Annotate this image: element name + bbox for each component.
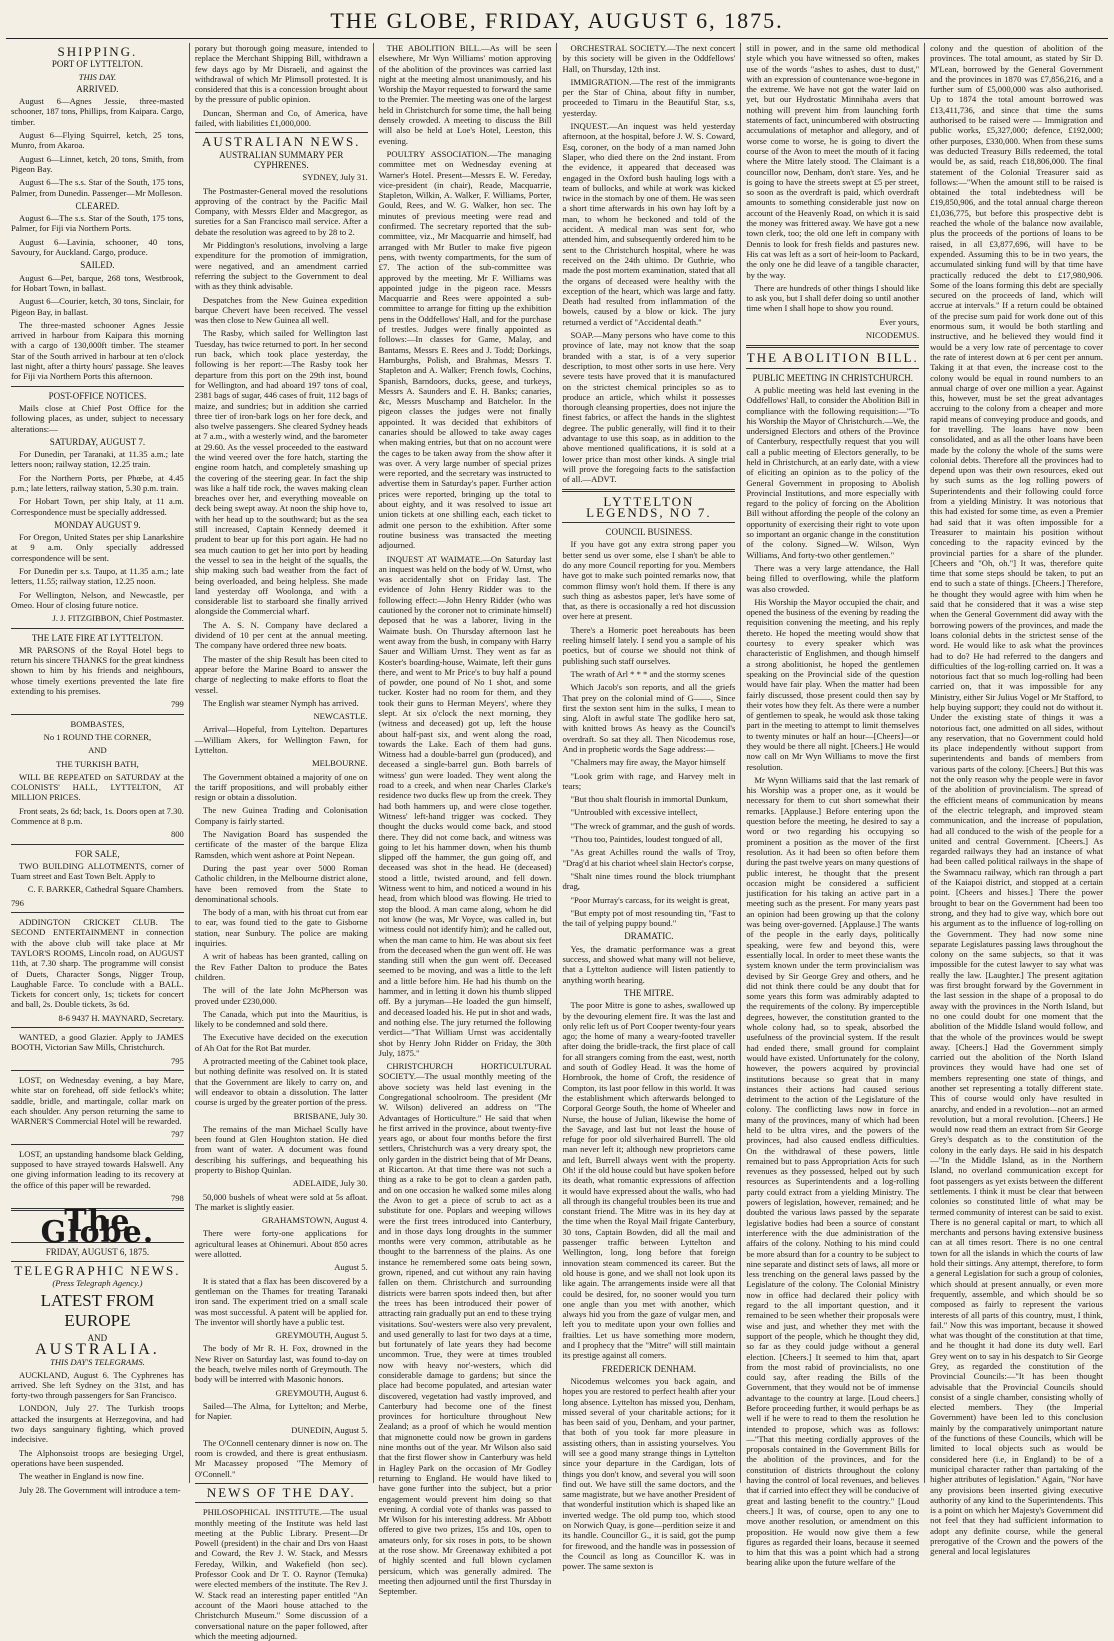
for-sale-notice: TWO BUILDING ALLOTMENTS, corner of Tuam street and East Town Belt. Apply to — [11, 860, 184, 882]
australian-news-heading: AUSTRALIAN NEWS. — [202, 134, 361, 150]
article-paragraph: The Postmaster-General moved the resolutions approving of the contract by the Pacific Mail Company, with Messrs Elder and Macgregor, as sureties for a San Francisco mail service. After a debate the resolution was agreed to by 28 to 2. — [194, 185, 368, 237]
divider — [11, 1070, 184, 1071]
poem-line: "Look grim with rage, and Harvey melt in tears; — [562, 770, 736, 791]
poem-line: "But empty pot of most resounding tin, "Fast to the tail of yelping puppy bound." — [562, 907, 736, 929]
divider — [11, 714, 184, 715]
arrival-entry: August 6—Flying Squirrel, ketch, 25 tons, Munro, from Akaroa. — [11, 130, 184, 151]
denham-subhead: FREDERICK DENHAM. — [601, 1363, 696, 1374]
article-paragraph: The remains of the man Michael Scully have been found at Glen Houghton station. He died from want of water. A document was found describing his sufferings, and bequeathing his property to Bishop Quinlan. — [194, 1123, 368, 1175]
telegram: AUCKLAND, August 6. The Cyphrenes has arrived. She left Sydney on the 31st, and has forty-two through passengers for San Francisco. — [11, 1369, 184, 1401]
divider — [11, 844, 184, 845]
lost-mare-notice: LOST, on Wednesday evening, a bay Mare, white star on forehead, off side fetlock's white; saddle, bridle, and martingale, collar mark on each shoulder. Any person returning the same to WARNER'S Commercial Hotel will be rewarded. — [11, 1074, 184, 1127]
column-3 — [374, 43, 558, 1597]
cleared-label: CLEARED. — [75, 200, 120, 211]
article-paragraph: SOAP.—Many persons who have come to this province of late, may not know that the soap branded with a star, is of a very superior description, to most other sorts in use here. Very severe tests have proved that it is manufactured on the strictest chemical principles so as to produce an article, which whilst it possesses thorough cleansing properties, does not injure the finest fabrics, or affect the hands in the slightest degree. The public generally, will find it to their advantage to use this soap, as in addition to the above mentioned qualifications, it is sold at a lower price than most other kinds. A single trial will prove the foregoing facts to the satisfaction of all.—ADVT. — [562, 330, 736, 485]
article-paragraph: still in power, and in the same old methodical style which you have witnessed so often, makes use of the words "ashes to ashes, dust to dust," with an expression of countenance woe-begone in the extreme. We have not got the water laid on yet, but our Hydrostatic Minnihaha avers that nothing will prevent him from launching forth statements of fact, unincumbered with obstructing accumulations of metaphor and allegory, and of worse come to worse, he is going to divert the course of the Avon to meet the mouth of it facing where the Mitre lately stood. The Claimant is a councillor now, Denham, don't stare. Yes, and he is going to have the streets swept at £5 per street, so soon as the overdraft is paid, which overdraft amounts to something considerable just now on account of the Heavenly Road, on which it is said the money was frittered away. We have got a new town clerk, too; the old one left in company with Dennis to look for fresh fields and pastures new. His cat was left as a sort of heir-loom to Packard, the only one he did leave of a tangible character, by the way. — [746, 43, 920, 280]
ad-number: 799 — [170, 699, 184, 710]
fire-notice: MR PARSONS of the Royal Hotel begs to return his sincere THANKS for the great kindness shown to him by his friends and neighbours, whose timely exertions prevented the late fire extending to his premises. — [11, 644, 184, 697]
dateline: DUNEDIN, August 5. — [291, 1424, 368, 1435]
post-entry: For Wellington, Nelson, and Newcastle, per Omeo. Hour of closing future notice. — [11, 589, 184, 610]
article-paragraph: Yes, the dramatic performance was a great success, and showed what many will not believe, that a Lyttelton audience will listen patiently to anything worth hearing. — [562, 943, 736, 985]
sailed-label: SAILED. — [80, 260, 115, 271]
ad-number: 795 — [170, 1055, 184, 1066]
poem-line: "As great Achilles round the walls of Troy, "Drag'd at his chariot wheel slain Hector's corpse, — [562, 847, 736, 868]
divider — [562, 522, 735, 523]
telegrams-label: THIS DAY'S TELEGRAMS. — [50, 1357, 145, 1368]
sailed-entry: August 6—Courier, ketch, 30 tons, Sinclair, for Pigeon Bay, in ballast. — [11, 296, 184, 317]
post-entry: For Oregon, United States per ship Lanarkshire at 9 a.m. Only specially addressed correspondence will be sent. — [11, 532, 184, 563]
poem-line: "Poor Murray's carcass, for its weight is great, — [570, 894, 730, 905]
divider — [195, 1483, 368, 1484]
article-paragraph: It is stated that a flax has been discovered by a gentleman on the Thames for treating Taranaki iron sand. The experiment tried on a small scale was most successful. A patent will be applied for. The inventor will shortly have a public test. — [194, 1275, 368, 1327]
lost-gelding-notice: LOST, an upstanding handsome black Gelding, supposed to have strayed towards Halswell. Any one giving information leading to its recovery at the office of this paper will be rewarded. — [11, 1148, 184, 1190]
arrival-entry: August 6—Agnes Jessie, three-masted schooner, 187 tons, Phillips, from Kaipara. Cargo, timber. — [11, 96, 184, 127]
bombastes-notice: WILL BE REPEATED on SATURDAY at the COLONISTS' HALL, LYTTELTON, AT MILLION PRICES. — [11, 771, 184, 803]
article-paragraph: A public meeting was held last evening in the Oddfellows' Hall, to consider the Abolition Bill in compliance with the following requisition:—"To his Worship the Mayor of Christchurch.—We, the undersigned Electors and others of the Province of Canterbury, respectfully request that you will call a public meeting of Electors generally, to be held in Christchurch, at an early date, with a view of eliciting an opinion as to the policy of the General Government in proposing to Abolish Provincial Institutions, and more especially with regard to the policy of forcing on the Abolition Bill without affording the people of the colony an opportunity of exercising their right to vote upon so important an organic change in the constitution of the colony. Signed—W. Wilson, Wyn Williams, And forty-two other gentlemen." — [746, 384, 920, 560]
bombastes-line: AND — [88, 745, 107, 756]
dateline: SYDNEY, July 31. — [302, 172, 368, 183]
telegram: LONDON, July 27. The Turkish troops attacked the insurgents at Herzegovina, and had two days sanguinary fighting, which proved indecisive. — [11, 1403, 184, 1445]
post-intro: Mails close at Chief Post Office for the following places, as under, subject to necessary alterations:— — [11, 402, 184, 434]
public-meeting-subhead: PUBLIC MEETING IN CHRISTCHURCH. — [752, 372, 913, 383]
dateline: GREYMOUTH, August 6. — [275, 1387, 368, 1398]
cricket-signature: 8-6 9437 H. MAYNARD, Secretary. — [58, 1012, 184, 1023]
divider — [746, 368, 919, 369]
article-paragraph: porary but thorough going measure, intended to replace the Merchant Shipping Bill, withdrawn a few days ago by Mr Disraeli, and against the withdrawal of which Mr Plimsoll protested. It is considered that this is a concession brought about by the pressure of public opinion. — [194, 43, 368, 105]
cleared-entry: August 6—The s.s. Star of the South, 175 tons, Palmer, for Fiji via Northern Ports. — [11, 213, 184, 234]
article-paragraph: There are hundreds of other things I should like to ask you, but I shall defer doing so until another time when I shall hope to show you round. — [746, 282, 920, 314]
divider — [11, 1261, 184, 1262]
column-1 — [6, 43, 190, 1495]
article-paragraph: colony and the question of abolition of the provinces. The total amount, as stated by Sir D. M'Lean, borrowed by the General Government and the provinces in 1870 was £7,856,216, and a further sum of £5,000,000 was also authorised. Up to 1874 the total amount borrowed was £13,411,736, and since that time the sums authorised to be raised were — Immigration and public works, £5,327,000; defence, £192,000; other purposes, £330,000. When from these sums was deducted Treasury Bills redeemed, the total would be, as said, reach £18,806,000. The final statement of the Colonial Treasurer said as follows:—"When the amount still to be raised is obtained the total indebtedness will be £19,850,906, and the total annual charge thereon £1,036,775, but before this prospective debt is reached the whole of the balance now available, plus the proceeds of the portions of loans to be raised, in all £3,877,696, will have to be expended. Assuming this to be in two years, the accumulated sinking fund will by that time have practically reduced the debt to £17,980,906. Some of the loans forming this debt are specially secured on the proceeds of land, which will accrue at intervals." If a return could be obtained of the precise sum paid for work done out of this enormous sum, it would be both startling and instructive, and he believed they would find it would be a very low rate of percentage to cover the rate of interest down at 6 per cent per annum. Taking it at that even, the increase cost to the colony would be equal in round numbers to an annual charge of over one million a year. Against this, however, must be set the great advantages accruing to the colony from a cheaper and more rapid means of conveying produce and goods, and for travelling. The loans have now been consolidated, and as all the other loans have been made by the colony the whole of the sums were colonial debts. Therefore all the provinces had to depend upon was their own resources, eked out by such sums as the log rolling powers of Superintendents and their following could force from a yielding Ministry. It was notorious that this had existed for some time, as even a Premier had said that it was often impossible for a Treasurer to maintain his position without conceding to the rapacity evinced by the provincial parties for a share of the plunder. [Cheers and "Oh, oh."] It was, therefore quite time that some steps should be taken, to put an end to such a state of things. [Cheers.] Therefore, he thought they would agree with him when he said that he considered that it was a wise step when the General Government did away with the borrowing powers of the provinces, and made the loans colonial debts in the strictest sense of the word. He would like to ask what the provinces had to do? He had referred to the dangers and difficulties of the log-rolling carried on. It was a notorious fact that so much log-rolling had been carried on, that it was impossible for any Ministry, either Sir Julius Vogel or Mr Stafford, to help buying support; they could not do without it. Under the existing state of things it was a notorious fact, one admitted on all sides, without any reservation, that no Government could hold its place independently without support from superintendents and bands of members from various parts of the colony. [Cheers.] But this was not the only reason why the people were in favor of the abolition of provincialism. The spread of the efficient means of communication by means of the electric telegraph, and improved steam communication, and the increase of population, had all conduced to the wish of the people for a united and central Government. [Cheers.] As regarded railways they had an instance of what had been called political railways in the shape of the Swamnacu railway, which ran through a part of the Kaiapoi district, and stopped at a certain point. [Cheers and hisses.] There the power brought to bear on the Government had been too strong, and they had to give way, which bore out his argument as to the influence of log-rolling on the Government. They had now some nine separate Legislatures passing laws throughout the colony on the same subjects, so that it was impossible for the cutest lawyer to say what was really the law. [Laughter.] The present agitation was first brought forward by the Government in the last session in the shape of a proposal to do away with the provinces in the North Island, but no one could doubt for one moment that the abolition of the Middle Island would follow, and that the whole of the provinces would be swept away. [Cheers.] Had the Government simply carried out the abolition of the North Island provinces they would have had one set of members representing one state of things, and another set representing a totally different state. This of course would only have resulted in anarchy, and ended in a revolution—not an armed revolution, but a moral revolution. [Cheers.] He would now read them an extract from Sir George Grey's despatch as to the constitution of the colony in the early days. He said in his despatch—"In the Middle Island, as in the Northern Island, no overland communication except for foot passengers as yet exists between the different settlements. I think it must be clear that between colonies so constituted little of what may be termed community of interest can be said to exist. There is no general capital or mart, to which all merchants and persons having extensive business can at all times resort. There is no one central town for all the islands in which the courts of law hold their sittings. Any attempt, therefore, to form a general Legislation for such a group of colonies, which should at present annually, or even more frequently, assemble, and which should be so composed as fairly to represent the various interests of all parts of this country, must, I think, fail." Now this was important, because it showed what was thought of the constitution at that time, and he thought it had done its duty well. Earl Grey went on to say in his despatch to Sir George Grey, as regarded the constitution of the Provincial Councils:—"It has been thought advisable that the Provincial Councils should consist of a single chamber, consisting wholly of elected members. They (the Imperial Government) have been led to this conclusion mainly by the comparatively unimportant nature of the functions of these Councils, which will be limited to local objects such as would be considered here (i.e, in England) to be of a municipal character rather than partaking of the higher attributes of legislation." Again, "Nor have any provisions been inserted giving executive authority of any kind to the Superintendents. This is a point on which her Majesty's Government did not feel that they had sufficient information to adopt any definite course, while the general prerogative of the Crown and the powers of the general and local legislatures — [930, 43, 1103, 1557]
shipping-note: The three-masted schooner Agnes Jessie arrived in harbour from Kaipara this morning with a cargo of 130,000ft timber. The steamer Star of the South arrived in harbour at ten o'clock last night, after a thirty hours' passage. She leaves for Fiji via Northern Ports this afternoon. — [11, 319, 184, 382]
ad-number: 798 — [170, 1192, 184, 1203]
article-paragraph: If you have got any extra strong paper you better send us over some, else I shan't be able to do any more Council reporting for you. Members have got to make such pointed remarks now, that common flimsy won't hold them. If there is any such thing as asbestos paper, let's have some of that, as there is occasionally a red hot discussion over here at present. — [562, 539, 736, 622]
article-paragraph: The O'Connell centenary dinner is now on. The room is crowded, and there is great enthusiasm. Mr Macassey proposed "The Memory of O'Connell." — [194, 1437, 368, 1479]
this-day-label: THIS DAY. — [78, 71, 117, 82]
article-paragraph: The Canada, which put into the Mauritius, is likely to be condemned and sold there. — [194, 1008, 368, 1030]
article-paragraph: The will of the late John McPherson was proved under £230,000. — [194, 985, 368, 1006]
poem-line: "Chalmers may fire away, the Mayor himself — [570, 757, 726, 768]
article-paragraph: There was a very large attendance, the Hall being filled to overflowing, while the platform was also crowded. — [746, 562, 920, 594]
article-paragraph: There were forty-one applications for agricultural leases at Ohinemuri. About 850 acres were allotted. — [194, 1228, 368, 1260]
telegraphic-heading: TELEGRAPHIC NEWS. — [14, 1263, 181, 1279]
cricket-notice: ADDINGTON CRICKET CLUB. The SECOND ENTERTAINMENT in connection with the above club will take place at Mr TAYLOR'S ROOMS, Lincoln road, on AUGUST 11th, at 7.30 sharp. The programme will consist of Duets, Character Songs, Nigger Troup, Laughable Farce. To conclude with a BALL. Tickets for concert only, 1s; tickets for concert and ball, 2s. Double tickets, 3s 6d. — [11, 917, 184, 1010]
column-5 — [741, 43, 925, 1568]
poem-line: "Untroubled with excessive intellect, — [570, 807, 698, 818]
article-paragraph: INQUEST.—An inquest was held yesterday afternoon, at the hospital, before J. W. S. Coward, Esq, coroner, on the body of a man named John Slaper, who died there on the 2nd instant. From the evidence, it appeared that deceased was engaged in the Oxford bush hauling logs with a team of bullocks, and while at work was kicked twice in the stomach by one of them. He was seen a short time afterwards in his own hay loft by a man, to whom he beckoned and told of the accident. A medical man was sent for, who attended him, and subsequently ordered him to be sent to the Christchurch hospital, where he was received on the 24th ultimo. Dr Guthrie, who made the post mortem examination, stated that all the organs of deceased were healthy with the exception of the heart, which was large and fatty. Death had resulted from inflammation of the bowels, caused by a blow or kick. The jury returned a verdict of "Accidental death." — [562, 121, 736, 327]
divider — [11, 386, 184, 387]
poem-line: The wrath of Arl * * * and the stormy scenes — [570, 668, 726, 679]
post-entry: For the Northern Ports, per Phœbe, at 4.45 p.m.; late letters, railway station, 5.30 p.m. train. — [11, 472, 184, 493]
article-paragraph: There's a Homeric poet hereabouts has been reeling himself lately. I send you a sample of his poetics, but of course we should not think of publishing such staff ourselves. — [562, 624, 736, 666]
article-paragraph: The Navigation Board has suspended the certificate of the master of the barque Eliza Ramsden, which went ashore at Point Nepean. — [194, 829, 368, 860]
dateline: MELBOURNE. — [312, 758, 368, 769]
divider — [195, 1502, 368, 1503]
article-paragraph: Duncan, Sherman and Co, of America, have failed, with liabilities £1,000,000. — [194, 107, 368, 129]
sailed-entry: August 6—Pet, barque, 268 tons, Westbrook, for Hobart Town, in ballast. — [11, 272, 184, 293]
poem-line: "Shalt nine times round the block triumphant drag, — [562, 870, 736, 892]
article-paragraph: The new Guinea Trading and Colonisation Company is fairly started. — [194, 805, 368, 826]
column-4 — [557, 43, 741, 1572]
telegram: The weather in England is now fine. — [19, 1471, 144, 1482]
latest-and: AND — [87, 1332, 108, 1343]
divider — [11, 1144, 184, 1145]
post-entry: For Dunedin, per Taranaki, at 11.35 a.m.; late letters noon; railway station, 12.25 train. — [11, 449, 184, 470]
bombastes-line: BOMBASTES, — [70, 718, 125, 729]
arrival-entry: August 6—The s.s. Star of the South, 175 tons, Palmer, from Dunedin. Passenger—Mr Molleson. — [11, 177, 184, 198]
dramatic-subhead: DRAMATIC. — [624, 931, 674, 942]
shipping-heading: SHIPPING. — [57, 44, 138, 59]
column-2 — [190, 43, 374, 1641]
divider — [11, 628, 184, 629]
dateline: ADELAIDE, July 30. — [292, 1178, 368, 1189]
columns — [6, 43, 1108, 1641]
article-paragraph: A writ of habeas has been granted, calling on the Rev Father Dalton to produce the Bates children. — [194, 951, 368, 982]
cleared-entry: August 6—Lavinia, schooner, 40 tons, Savoury, for Auckland. Cargo, produce. — [11, 236, 184, 258]
article-paragraph: A protracted meeting of the Cabinet took place, but nothing definite was resolved on. It is stated that the Government are likely to carry on, and will endeavor to obtain a dissolution. The latter course is urged by the greater portion of the press. — [194, 1056, 368, 1108]
article-paragraph: 50,000 bushels of wheat were sold at 5s afloat. The market is slightly easier. — [194, 1191, 368, 1212]
council-business-subhead: COUNCIL BUSINESS. — [605, 527, 693, 538]
dateline: August 5. — [334, 1262, 368, 1273]
mitre-subhead: THE MITRE. — [623, 987, 674, 998]
article-paragraph: Despatches from the New Guinea expedition barque Chevert have been received. The vessel was then close to New Guinea all well. — [194, 294, 368, 326]
glazier-notice: WANTED, a good Glazier. Apply to JAMES BOOTH, Victorian Saw Mills, Christchurch. — [11, 1032, 184, 1053]
article-paragraph: The body of a man, with his throat cut from ear to ear, was found tied to the gate to Gisborne station, near Sunbury. The police are making inquiries. — [194, 907, 368, 949]
agency-label: (Press Telegraph Agency.) — [52, 1278, 143, 1289]
article-paragraph: Mr Wynn Williams said that the last remark of his Worship was a proper one, as it would be necessary for them to cut short somewhat their remarks. [Applause.] Before entering upon the question before the meeting, he desired to say a word or two regarding his occupying so prominent a position as the mover of the first resolution. As it had been so often before them during the past twelve years on many questions of public interest, he thought that the present occasion might be considered a sufficient justification for his taking an active part in a meeting such as the present. For many years past an opinion had been growing up that the colony was being over-governed. [Applause.] The wants of the people in the early days, politically speaking, were few and beyond this, were essentially local. In order to meet these wants the system known under the term provincialism was devised by Sir George Grey and others, and he did not think there could be any doubt that for some years this form was admirably adapted to the requirements of the colony. By imperceptible degrees, however, the constitution granted to the whole colony had, so to speak, absorbed the usefulness of the provincial system. If the result had ended there, small ground for complaint would have existed. Unfortunately for the colony, however, the powers acquired by provincial institutions because so great that in many instances their actions had caused serious detriment to the action of the Legislature of the colony. The conflicting laws now in force in many of the provinces, many of which had been held to be ultra vires, and the powers of the provinces, had also caused endless difficulties. On the withdrawal of these powers, little remained but to pass Appropriation Acts for such revenues as they possessed, helped out by such resources as Superintendents and a log-rolling party could extract from a yielding Ministry. The powers of legislation, however, remained; and he doubted the various laws passed by the separate legislative bodies had been a source of constant interference with the due administration of the affairs of the colony. Nothing to his mind could be more absurd than for a country to be subject to nine separate and distinct sets of laws, all more or less trenching on the general laws passed by the Legislature of the colony. The Colonial Ministry now in office had declared their policy with regard to the all important question, and it remained to be seen whether their proposals were wise and just, and whether they met with the support of the people, which he thought they did, so far as they could judge without a general election. [Cheers.] It seemed to him that, apart from the most rabid of provincialists, no one could say, after reading the Bills of the Government, that they would not be of immense advantage to the country at large. [Loud cheers.] Before proceeding further, it would perhaps be as well if he were to read to them the resolution he intended to propose, which was as follows:—"That this meeting cordially approves of the proposals contained in the Government Bills for the abolition of the provinces, and for the constitution of districts throughout the colony having the control of local revenues, and believes that if carried into effect they will be conducive of great and lasting benefit to the country." [Loud cheers.] It was, of course, open to any one to move another resolution, or amendment on this proposition. He would now give them a few figures as regarded their loans, because it seemed to him that this was a point which had a strong bearing alike upon the future welfare of the — [746, 774, 920, 1568]
news-of-the-day-heading: NEWS OF THE DAY. — [206, 1485, 356, 1500]
article-paragraph: IMMIGRATION.—The rest of the immigrants per the Star of China, about fifty in number, proceeded to Timaru in the Beautiful Star, s.s, yesterday. — [562, 76, 736, 118]
divider — [11, 912, 184, 913]
article-paragraph: INQUEST AT WAIMATE.—On Saturday last an inquest was held on the body of W. Urnst, who was accidentally shot on Friday last. The evidence of John Henry Ridder was to the following effect:—John Henry Ridder (who was cautioned by the coroner not to criminate himself) deposed that he was a laborer, living in the Waimate bush. On Thursday afternoon last he went away from the bush, in company with Harry Sauer and William Urnst. They went as far as Koster's boarding-house, Waimate, left their guns there, and went to Mr Price's to buy half a pound of powder, one pound of No 1 shot, and some tucker. Koster had no room for them, and they took their guns to Herman Meyers', where they slept. At six o'clock the next morning, they (witness and deceased) got up, left the house about half-past six, and went along the road, towards the Lake. Each of them had guns. Witness had a double-barrel gun (produced), and deceased a single-barrel gun. Both barrels of witness' gun were loaded. They went along the road to a creek, and when near Charles Clarke's residence two ducks flew up from the creek. They had both hammers up, and were close together. Witness' left-hand trigger was cocked. They thought the ducks would come back, and stood there. They did not come back, and witness was going to let his hammer down, when his thumb slipped off the hammer, the gun going off, and deceased was shot in the head. He (deceased) stood a little, twisted around, and fell down. Witness went to him, and noticed a wound in his head, from which blood was flowing. He tried to stop the blood. A man came along, whom he did not know (he was, Mr Voyce, was called in, but witness could not identify him); and he called out, when the man came to him. He was about six feet from the deceased when the gun went off. He was standing still when the gun went off. Deceased seemed to be moving, and was a little to the left and a little before him. He had his thumb on the hammer, and in letting it down his thumb slipped off. By a juryman—He loaded the gun himself, and deceased loaded his. He put in shot and wads, and nothing else. The jury returned the following verdict—"That William Urnst was accidentally shot by Henry John Ridder on Friday, the 30th July, 1875." — [378, 553, 552, 1058]
signature: NICODEMUS. — [865, 330, 920, 341]
dateline: GRAHAMSTOWN, August 4. — [261, 1215, 368, 1226]
article-paragraph: Sailed—The Alma, for Lyttelton; and Merbe, for Napier. — [194, 1400, 368, 1422]
article-paragraph: Mr Piddington's resolutions, involving a large expenditure for the promotion of immigration, were negatived, and an amendment carried referring the subject to the Government to deal with as they think advisable. — [194, 240, 368, 292]
article-paragraph: The Rasby, which sailed for Wellington last Tuesday, has twice returned to port. In her second run back, which took place yesterday, the following is her report:—The Rasby took her departure from this port on the 29th inst, bound for Wellington, and had aboard 197 tons of coal, 2381 bags of sugar, 446 cases of fruit, 112 bags of maize, and sundries; but in addition she carried three tier of iron-bark logs on her fore deck, and also twelve passengers. She cleared Sydney heads at 7 a.m., with a westerly wind, and the barometer at 29.60. As the vessel proceeded to the eastward the wind veered over the fore hatch, starting the engine room hatch, and completely smashing up the covering of the steering gear. In fact the ship was like a half tide rock, the waves making clean breaches over her, and everything moveable on deck being swept away. At noon the ship hove to, with her head up to the southward; but as the sea still increased, Captain Kennedy deemed it prudent to bear up for this port again. He had no sea much caution to get her into port by heading the vessel to sea in the height of the squalls, the ship making such bad weather from the fact of being overloaded, and being helpless. She made land yesterday off Woolonga, and with a considerable list to starboard she finally arrived alongside the Commercial wharf. — [194, 328, 368, 617]
article-paragraph: The poor Mitre is gone to ashes, swallowed up by the devouring element fire. It was the last and only relic left us of Port Cooper twenty-four years ago; the home of many a weary-footed traveller after doing the bridle-track, the first place of call for all strangers coming from the east, west, north and south of Godley Head. It was the home of Hornbrook, the home of Croft, the residence of Compton, its last poor fellow in this world. It was the establishment which afterwards belonged to Corporal George South, the home of Wheeler and Nurse, the house of Julian, likewise the home of the Savage, and last but not least the house of refuge for poor old silverhaired Burrell. The old man never left it; although new proprietors came and left, Burrell always went with the property. Oh! if the old house could but have spoken before its death, what romantic expressions of affection it would have expressed about the walls, who had all through its changeful troubles been its true and constant friend. The Mitre was in its hey day at the time when the Royal Mail frigate Canterbury, 30 tons, Captain Bowden, did all the mail and passenger traffic between Lyttelton and Wellington, long, long before that foreign innovation steam commenced its career. But the old house is gone, and we shall not look upon its like again. The arrangements inside were all that could be desired, for, no sooner would you turn one angle than you met with another, which always hid you from the gaze of vulgar men, and left you to meditate upon your own follies and frailties. Let us have something more modern, and I prophecy that the "Mitre" will still maintain its prestige against all comers. — [562, 1000, 736, 1361]
bombastes-line: No 1 ROUND THE CORNER, — [43, 731, 152, 742]
for-sale-signature: C. F. BARKER, Cathedral Square Chambers. — [27, 884, 184, 895]
poem-line: "The wreck of grammar, and the gush of words. — [570, 820, 735, 831]
dateline: NEWCASTLE. — [313, 711, 368, 722]
globe-nameplate: The Globe. — [40, 1204, 155, 1250]
bombastes-line: THE TURKISH BATH, — [56, 758, 139, 769]
column-6 — [925, 43, 1108, 1557]
dateline: BRISBANE, July 30. — [293, 1110, 368, 1121]
telegram: July 28. The Government will introduce a tem- — [19, 1484, 181, 1495]
poem-line: Which Jacob's son reports, and all the griefs That prey on the colonial mind of G——, Since first the sexton sent him in the sulks, I mean to sing. Aloft in awful state The godlike hero sat, with knitted brows As heavy as the Council's overdraft. So sat they all. Then Nicodemus rose, And in prophetic words the Sage address:— — [562, 682, 736, 754]
telegram: The Alphonsoist troops are besieging Urgel, operations have been suspended. — [11, 1447, 184, 1468]
bombastes-prices: Front seats, 2s 6d; back, 1s. Doors open at 7.30. Commence at 8 p.m. — [11, 805, 184, 826]
for-sale-heading: FOR SALE, — [75, 848, 120, 859]
divider — [11, 1027, 184, 1028]
article-paragraph: The body of Mr R. H. Fox, drowned in the New River on Saturday last, was found to-day on the beach, twelve miles north of Greymouth. The body will be interred with Masonic honors. — [194, 1343, 368, 1385]
poem-line: "Thou too, Paintides, loudest tongued of all, — [570, 834, 723, 845]
australia-heading: AUSTRALIA. — [35, 1340, 160, 1358]
article-paragraph: THE ABOLITION BILL.—As will be seen elsewhere, Mr Wyn Williams' motion approving of the abolition of the provinces was carried last night at the meeting almost unanimously, and his Worship the Mayor requested to forward the same to the Premier. The meeting was one of the largest held in Christchurch for some time, the hall being densely crowded. A meeting to discuss the Bill will also be held at Loe's Hotel, Leeston, this evening. — [378, 43, 552, 146]
article-paragraph: POULTRY ASSOCIATION.—The managing committee met on Wednesday evening at Warner's Hotel. Present—Messrs E. W. Fereday, vice-president (in chair), Reade, Macquarrie, Stapleton, Wilkin, A. Walker, F. Williams, Porter, Gould, Rees, and W. G. Walker, hon sec. The minutes of previous meeting were read and confirmed. The secretary reported that the sub-committee, viz., Mr Macquarrie and himself, had arranged with Mr Butler to make five pigeon pens, with twenty compartments, for the sum of £7. The action of the sub-committee was approved by the meeting. Mr F. Williams was appointed judge in the pigeon race. Messrs Macquarrie and Rees were appointed a sub-committee to arrange for fitting up the exhibition pens in the Oddfellows' Hall, and for the purchase of trestles. Judges were finally appointed as follows:—In classes for Game, Malay, and Bantams, Messrs E. Rees and J. Todd; Dorkings, Hamburghs, Polish, and Brahmas, Messrs T. Stapleton and A. Walker; French fowls, Cochins, Spanish, Barndoors, ducks, geese, and turkeys, Messrs A. Saunders and E. H. Banks; canaries, &c, Messrs Muschamp and Batchelor. In the pigeon classes the judges were not finally appointed. It was decided that exhibitors of canaries should be allowed to take away cages when making entries, but that on no account were the cages to be taken away from the show after it was over. A very large number of special prizes were reported, and the secretary was instructed to advertise them in Saturday's paper. Further action prices were reported, bringing up the total to about eighty, and it was resolved to issue art union tickets at one shilling each, each ticket to admit one person to the exhibition. After some routine business was transacted the meeting adjourned. — [378, 148, 552, 551]
abolition-bill-heading: THE ABOLITION BILL. — [746, 350, 919, 366]
masthead: THE GLOBE, FRIDAY, AUGUST 6, 1875. — [6, 8, 1108, 39]
ad-number: 796 — [11, 897, 24, 908]
article-paragraph: The master of the ship Result has been cited to appear before the Marine Board to answer the charge of neglecting to make efforts to float the vessel. — [194, 653, 368, 695]
closing: Ever yours, — [879, 316, 920, 327]
postmaster-signature: J. J. FITZGIBBON, Chief Postmaster. — [52, 613, 184, 624]
post-entry: For Hobart Town, per ship Italy, at 11 a.m. Correspondence must be specially addressed. — [11, 496, 184, 517]
post-office-heading: POST-OFFICE NOTICES. — [48, 390, 147, 401]
article-paragraph: Arrival—Hopeful, from Lyttelton. Departures—William Akers, for Wellington Fawn, for Lyttelton. — [194, 724, 368, 755]
article-paragraph: CHRISTCHURCH HORTICULTURAL SOCIETY.—The usual monthly meeting of the above society was held last evening in the Congregational schoolroom. The president (Mr W. Wilson) delivered an address on "The Advantages of Horticulture." He said that when he first arrived in the province, about twenty-five years ago, or about four months before the first settlers, Christchurch was a very dreary spot, the only garden in the district being that of Mr Deans, at Riccarton. At that time there was not such a thing as a rake to be got to clean a garden path, and on one occasion he walked some miles along the Avon to get a piece of scrub to act as a substitute for one. Poplars and weeping willows were the first trees introduced into Canterbury, and in those days long droughts in the summer months were very common, attributable as he thought to the barrenness of the plains. As one instance he remembered some oats being sown, grown, ripened, and cut without any rain having fallen on them. Christchurch and surrounding districts were barren spots indeed then, but after the trees has been introduced their power of attracting rain gradually put an end to these trying visitations. Sou'-westers were also very prevalent, and used generally to last for two days at a time, but fortunately of late years they had become uncommon. True, they were at times troubled now with heavy nor'-westers, which did considerable damage to gardens; but since the place had become populated, and artesian water discovered, vegetation had vastly improved, and Canterbury had become one of the finest provinces for horticulture throughout New Zealand; as a proof of which he would mention that mignonette could now be grown in gardens nine months out of the year. Mr Wilson also said that the first flower show in Canterbury was held in Hagley Park on the occasion of Mr Godley returning to England. He would have liked to have gone further into the subject, but a prior engagement would prevent him doing so that evening. A cordial vote of thanks was passed to Mr Wilson for his interesting address. Mr Abbott offered to give two prizes, 15s and 10s, open to amateurs only, for six roses in pots, to be shown at the rose show. Mr Greenaway exhibited a pot of highly scented and full blown cyclamen persicum, which was generally admired. The meeting then adjourned until the first Thursday in September. — [378, 1061, 552, 1597]
article-paragraph: The Executive have decided on the execution of Ah Oat for the Rot Bat murder. — [194, 1032, 368, 1053]
article-paragraph: PHILOSOPHICAL INSTITUTE.—The usual monthly meeting of the Institute was held last meeting at the Public Library. Present—Dr Powell (president) in the chair and Drs von Haast and Coward, the Rev J. W. Stack, and Messrs Fereday, Wilkin, and Wakefield (hon sec). Professor Cook and Dr T. O. Raynor (Temuka) were elected members of the institute. The Rev J. W. Stack read an interesting paper entitled "An account of the Maori house attached to the Christchurch Museum." Some discussion of a conversational nature on the paper followed, after which the meeting adjourned. — [194, 1507, 368, 1641]
poem-line: "But thou shalt flourish in immortal Dunkum, — [570, 794, 728, 805]
article-paragraph: The Government obtained a majority of one on the tariff propositions, and will probably either resign or obtain a dissolution. — [194, 771, 368, 803]
article-paragraph: His Worship the Mayor occupied the chair, and opened the business of the evening by reading the requisition convening the meeting, and his reply thereto. He hoped the meeting would show that courtesy to every speaker which was characteristic of Englishmen, and though himself a strong abolitionist, he hoped the gentlemen speaking on the Provincial side of the question would have fair play. When the matter had been fairly discussed, those present could then say by their votes how they felt. As there were a number of gentlemen to speak, he would ask those taking part in the meeting to attempt to limit themselves to twenty minutes or half an hour—[Cheers]—or they would be there all night. [Cheers.] He would now call on Mr Wyn Williams to move the first resolution. — [746, 596, 920, 772]
dateline: GREYMOUTH, August 5. — [275, 1330, 368, 1341]
latest-heading: LATEST FROM EUROPE — [40, 1290, 155, 1330]
article-paragraph: The English war steamer Nymph has arrived. — [202, 697, 359, 708]
lyttelton-legends-heading: LYTTELTON LEGENDS, NO 7. — [586, 494, 712, 520]
post-entry: For Dunedin per s.s. Taupo, at 11.35 a.m.; late letters, 11.55; railway station, 12.25 noon. — [11, 566, 184, 587]
globe-date: FRIDAY, AUGUST 6, 1875. — [45, 1246, 150, 1257]
arrived-label: ARRIVED. — [76, 83, 119, 94]
australian-summary-subhead: AUSTRALIAN SUMMARY PER CYPHRENES. — [219, 149, 344, 170]
post-monday: MONDAY AUGUST 9. — [54, 519, 141, 530]
ad-number: 800 — [170, 829, 184, 840]
fire-heading: THE LATE FIRE AT LYTTELTON. — [31, 632, 163, 643]
post-saturday: SATURDAY, AUGUST 7. — [49, 436, 146, 447]
article-paragraph: ORCHESTRAL SOCIETY.—The next concert by this society will be given in the Oddfellows' Hall, on Thursday, 12th inst. — [562, 43, 736, 74]
article-paragraph: During the past year over 5000 Roman Catholic children, in the Melbourne district alone, have been removed from the State to denominational schools. — [194, 862, 368, 904]
port-heading: PORT OF LYTTELTON. — [51, 59, 143, 70]
divider — [562, 489, 735, 492]
divider — [746, 345, 919, 348]
arrival-entry: August 6—Linnet, ketch, 20 tons, Smith, from Pigeon Bay. — [11, 153, 184, 174]
article-paragraph: The A. S. N. Company have declared a dividend of 10 per cent at the annual meeting. The company have ordered three new boats. — [194, 619, 368, 651]
divider — [195, 132, 368, 133]
ad-number: 797 — [170, 1129, 184, 1140]
article-paragraph: Nicodemus welcomes you back again, and hopes you are restored to perfect health after your long absence. Lyttelton has missed you, Denham, missed several of your charitable actions; for it has been said of you, Denham, and your partner, that both of you took far more pleasure in assisting others, than in assisting yourselves. You will see a good many strange things in Lyttelton since your departure in the Cardigan, lots of things you don't know, and several you will soon find out. We have still the same doctors, and the same magistrate, but we have another President of that wonderful institution which is shaped like an inverted wedge. The old pump too, which stood on Norwich Quay, is gone—perdition seize it and its handle. Councillor G., it is said, got the pump for firewood, and the handle was in possession of the Council as long as Councillor K. was in power. The same sexton is — [562, 1375, 736, 1572]
